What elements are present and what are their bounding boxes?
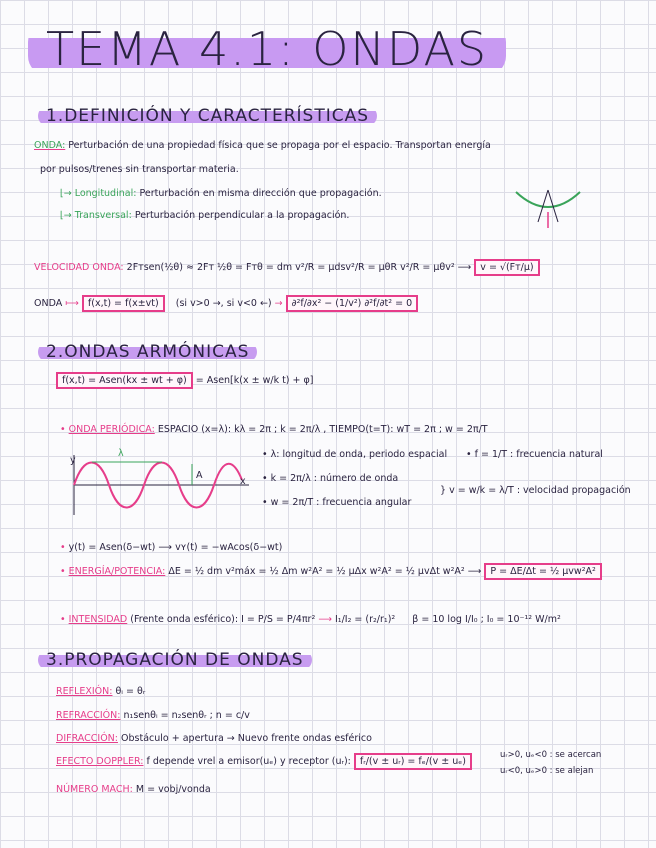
string-element-diagram bbox=[508, 182, 588, 232]
trans-text: Perturbación perpendicular a la propagación. bbox=[134, 210, 350, 221]
k-text: • k = 2π/λ : número de onda bbox=[262, 473, 399, 484]
amplitude-symbol: A bbox=[196, 470, 203, 481]
y-axis-label: y bbox=[70, 455, 76, 466]
section-heading-2: 2.ONDAS ARMÓNICAS bbox=[38, 342, 257, 362]
onda-eq-box: ∂²f/∂x² − (1/v²) ∂²f/∂t² = 0 bbox=[286, 295, 418, 312]
page-title: TEMA 4.1: ONDAS bbox=[28, 22, 506, 76]
refraccion-row: REFRACCIÓN: n₁senθᵢ = n₂senθᵣ ; n = c/v bbox=[56, 710, 250, 721]
lambda-text: • λ: longitud de onda, periodo espacial bbox=[262, 449, 448, 460]
onda-fn-label: ONDA bbox=[34, 298, 63, 309]
onda-definition bbox=[34, 140, 491, 151]
section-heading-1: 1.DEFINICIÓN Y CARACTERÍSTICAS bbox=[38, 106, 377, 126]
transversal-row: ⌊→ Transversal: Perturbación perpendicular a la propagación. bbox=[60, 210, 350, 221]
f-text: • f = 1/T : frecuencia natural bbox=[466, 449, 603, 460]
reflexion-row: REFLEXIÓN: θᵢ = θᵣ bbox=[56, 686, 146, 697]
x-axis-label: x bbox=[240, 476, 246, 487]
v-text: } v = w/k = λ/T : velocidad propagación bbox=[440, 485, 631, 496]
periodica-label: ONDA PERIÓDICA: bbox=[68, 424, 155, 435]
long-text: Perturbación en misma dirección que propagación. bbox=[139, 188, 382, 199]
long-label: Longitudinal: bbox=[74, 188, 137, 199]
energia-row: • ENERGÍA/POTENCIA: ΔE = ½ dm v²máx = ½ Δm w²A² = ½ μΔx w²A² = ½ μvΔt w²A² ⟶ P = ΔE/Δt = ½ μvw²A² bbox=[60, 566, 602, 577]
doppler-note-1: uᵣ>0, uₑ<0 : se acercan bbox=[500, 750, 602, 760]
intensidad-row: • INTENSIDAD (Frente onda esférico): I = P/S = P/4πr² ⟶ I₁/I₂ = (r₂/r₁)² β = 10 log I/I₀ ; I₀ = 10⁻¹² W/m² bbox=[60, 614, 561, 625]
sine-wave-graph bbox=[64, 450, 254, 520]
onda-fn-note: (si v>0 →, si v<0 ←) bbox=[175, 298, 272, 309]
velocidad-row: VELOCIDAD ONDA: 2Fᴛsen(½θ) ≈ 2Fᴛ ½θ = Fᴛθ = dm v²/R = μdsv²/R = μθR v²/R = μθv² ⟶ v = √(Fᴛ/μ) bbox=[34, 262, 540, 273]
doppler-row: EFECTO DOPPLER: f depende vrel a emisor(uₑ) y receptor (uᵣ): fᵣ/(v ± uᵣ) = fₑ/(v ± uₑ) bbox=[56, 756, 472, 767]
w-text: • w = 2π/T : frecuencia angular bbox=[262, 497, 412, 508]
section-heading-3: 3.PROPAGACIÓN DE ONDAS bbox=[38, 650, 312, 670]
periodica-row: • ONDA PERIÓDICA: ESPACIO (x=λ): kλ = 2π ; k = 2π/λ , TIEMPO(t=T): wT = 2π ; w = 2π/T bbox=[60, 424, 488, 435]
doppler-box: fᵣ/(v ± uᵣ) = fₑ/(v ± uₑ) bbox=[354, 753, 472, 770]
onda-fn-row: ONDA ⟼ f(x,t) = f(x±vt) (si v>0 →, si v<0 ←) → ∂²f/∂x² − (1/v²) ∂²f/∂t² = 0 bbox=[34, 298, 418, 309]
intensidad-label: INTENSIDAD bbox=[68, 614, 128, 625]
periodica-text: ESPACIO (x=λ): kλ = 2π ; k = 2π/λ , TIEMPO(t=T): wT = 2π ; w = 2π/T bbox=[157, 424, 488, 435]
vel-label: VELOCIDAD ONDA: bbox=[34, 262, 124, 273]
harm-box: f(x,t) = Asen(kx ± wt + φ) bbox=[56, 372, 193, 389]
vy-eq: vʏ(t) = −wAcos(δ−wt) bbox=[175, 542, 283, 553]
intensidad-eq: (Frente onda esférico): I = P/S = P/4πr² bbox=[130, 614, 316, 625]
difraccion-row: DIFRACCIÓN: Obstáculo + apertura → Nuevo frente ondas esférico bbox=[56, 733, 372, 744]
y-eq-row: • y(t) = Asen(δ−wt) ⟶ vʏ(t) = −wAcos(δ−wt) bbox=[60, 542, 283, 553]
onda-fn-box: f(x,t) = f(x±vt) bbox=[82, 295, 165, 312]
onda-label: ONDA: bbox=[34, 140, 66, 151]
onda-text: Perturbación de una propiedad física que se propaga por el espacio. Transportan energía bbox=[68, 140, 491, 151]
potencia-box: P = ΔE/Δt = ½ μvw²A² bbox=[484, 563, 601, 580]
energia-eq: ΔE = ½ dm v²máx = ½ Δm w²A² = ½ μΔx w²A² = ½ μvΔt w²A² bbox=[168, 566, 465, 577]
doppler-note-2: uᵣ<0, uₑ>0 : se alejan bbox=[500, 766, 594, 776]
vel-box: v = √(Fᴛ/μ) bbox=[474, 259, 539, 276]
trans-label: Transversal: bbox=[74, 210, 132, 221]
lambda-symbol: λ bbox=[118, 448, 124, 459]
mach-row: NÚMERO MACH: M = vobj/vonda bbox=[56, 784, 211, 795]
harm-rest: = Asen[k(x ± w/k t) + φ] bbox=[195, 375, 314, 386]
y-eq: y(t) = Asen(δ−wt) bbox=[68, 542, 156, 553]
longitudinal-row: ⌊→ Longitudinal: Perturbación en misma dirección que propagación. bbox=[60, 188, 382, 199]
harmonic-row bbox=[56, 375, 314, 386]
beta-eq: β = 10 log I/I₀ ; I₀ = 10⁻¹² W/m² bbox=[412, 614, 561, 625]
vel-eq: 2Fᴛsen(½θ) ≈ 2Fᴛ ½θ = Fᴛθ = dm v²/R = μdsv²/R = μθR v²/R = μθv² bbox=[126, 262, 455, 273]
intensidad-ratio: I₁/I₂ = (r₂/r₁)² bbox=[334, 614, 396, 625]
energia-label: ENERGÍA/POTENCIA: bbox=[68, 566, 166, 577]
onda-text-2: por pulsos/trenes sin transportar materia. bbox=[40, 164, 239, 175]
